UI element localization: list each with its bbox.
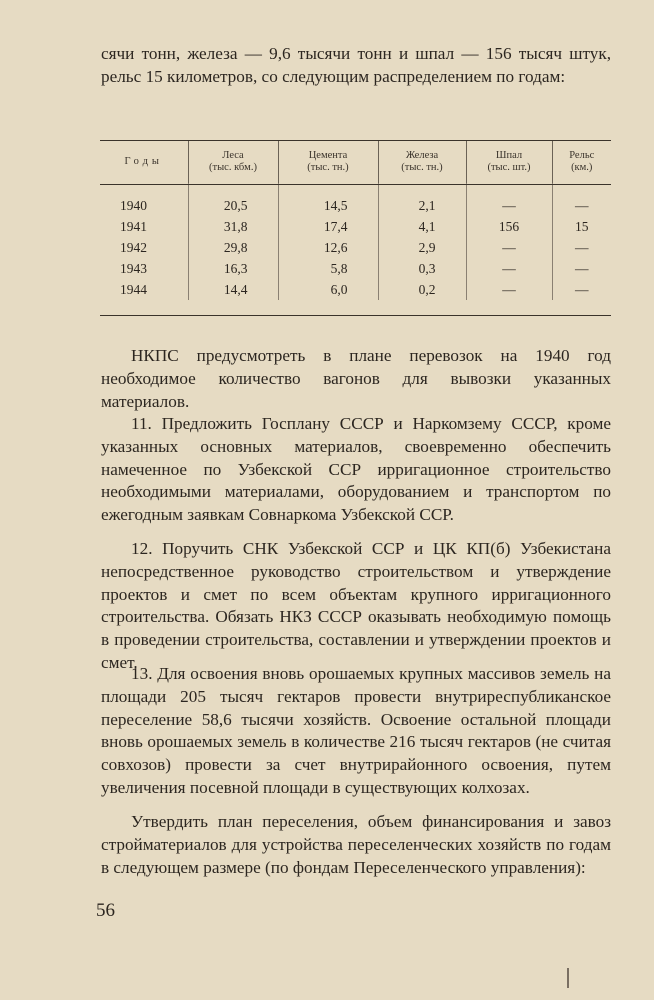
cell-cement: 6,0 [278,279,378,300]
cell-sleepers: — [466,258,552,279]
cell-year: 1943 [120,260,147,276]
table-header-row [100,141,611,183]
cell-cement: 5,8 [278,258,378,279]
table-header-rule [100,184,611,185]
header-lumber: Леса (тыс. кбм.) [188,141,278,183]
header-iron: Железа (тыс. тн.) [378,141,466,183]
cell-lumber: 16,3 [188,258,278,279]
cell-year: 1944 [120,281,147,297]
header-cement: Цемента (тыс. тн.) [278,141,378,183]
cell-rails: — [552,258,611,279]
cell-sleepers: — [466,279,552,300]
table-row [100,183,611,216]
cell-lumber: 31,8 [188,216,278,237]
table-row [100,258,611,279]
cell-sleepers: 156 [466,216,552,237]
paragraph-11: 11. Предложить Госплану СССР и Наркомзему СССР, кроме указанных основных материалов, своевременно обеспечить намеченное по Узбекской ССР ирригационное строительство необходимыми материалами, оборудованием и транспортом по ежегодным заявкам Совнаркома Узбекской ССР. [101,414,611,525]
paragraph-final: Утвердить план переселения, объем финансирования и завоз стройматериалов для устройства переселенческих хозяйств по годам в следующем размере (по фондам Переселенческого управления): [101,812,611,877]
table-bottom-rule [100,315,611,316]
paragraph-nkps: НКПС предусмотреть в плане перевозок на 1940 год необходимое количество вагонов для вывозки указанных материалов. [101,346,611,411]
header-rails: Рельс (км.) [552,141,611,183]
cell-year: 1941 [120,218,147,234]
cell-cement: 14,5 [278,183,378,216]
materials-table [100,141,611,300]
paragraph-13: 13. Для освоения вновь орошаемых крупных массивов земель на площади 205 тысяч гектаров провести внутриреспубликанское переселение 58,6 тысячи хозяйств. Освоение остальной площади вновь орошаемых земель в количестве 216 тысяч гектаров (не считая совхозов) провести за счет внутрирайонного освоения, путем увеличения посевной площади в существующих колхозах. [101,664,611,797]
table-row [100,216,611,237]
page-number: 56 [96,900,115,921]
cell-rails: — [552,237,611,258]
cell-rails: 15 [552,216,611,237]
table-row [100,279,611,300]
cell-cement: 17,4 [278,216,378,237]
cell-iron: 4,1 [378,216,466,237]
header-years: Годы [124,156,163,167]
cell-sleepers: — [466,183,552,216]
paragraph-12: 12. Поручить СНК Узбекской ССР и ЦК КП(б) Узбекистана непосредственное руководство строительством и утверждение проектов и смет по всем объектам крупного ирригационного строительства. Обязать НКЗ СССР оказывать необходимую помощь в проведении строительства, составлении и утверждении проектов и смет. [101,539,611,672]
paragraph-intro: сячи тонн, железа — 9,6 тысячи тонн и шпал — 156 тысяч штук, рельс 15 километров, со следующим распределением по годам: [101,44,611,86]
cell-iron: 0,2 [378,279,466,300]
cell-rails: — [552,183,611,216]
cell-cement: 12,6 [278,237,378,258]
cell-iron: 2,1 [378,183,466,216]
table-row [100,237,611,258]
cell-iron: 2,9 [378,237,466,258]
cell-iron: 0,3 [378,258,466,279]
cell-lumber: 20,5 [188,183,278,216]
cell-year: 1940 [120,197,147,213]
cell-lumber: 29,8 [188,237,278,258]
cell-lumber: 14,4 [188,279,278,300]
margin-mark [567,968,569,988]
cell-sleepers: — [466,237,552,258]
cell-rails: — [552,279,611,300]
header-sleepers: Шпал (тыс. шт.) [466,141,552,183]
cell-year: 1942 [120,239,147,255]
